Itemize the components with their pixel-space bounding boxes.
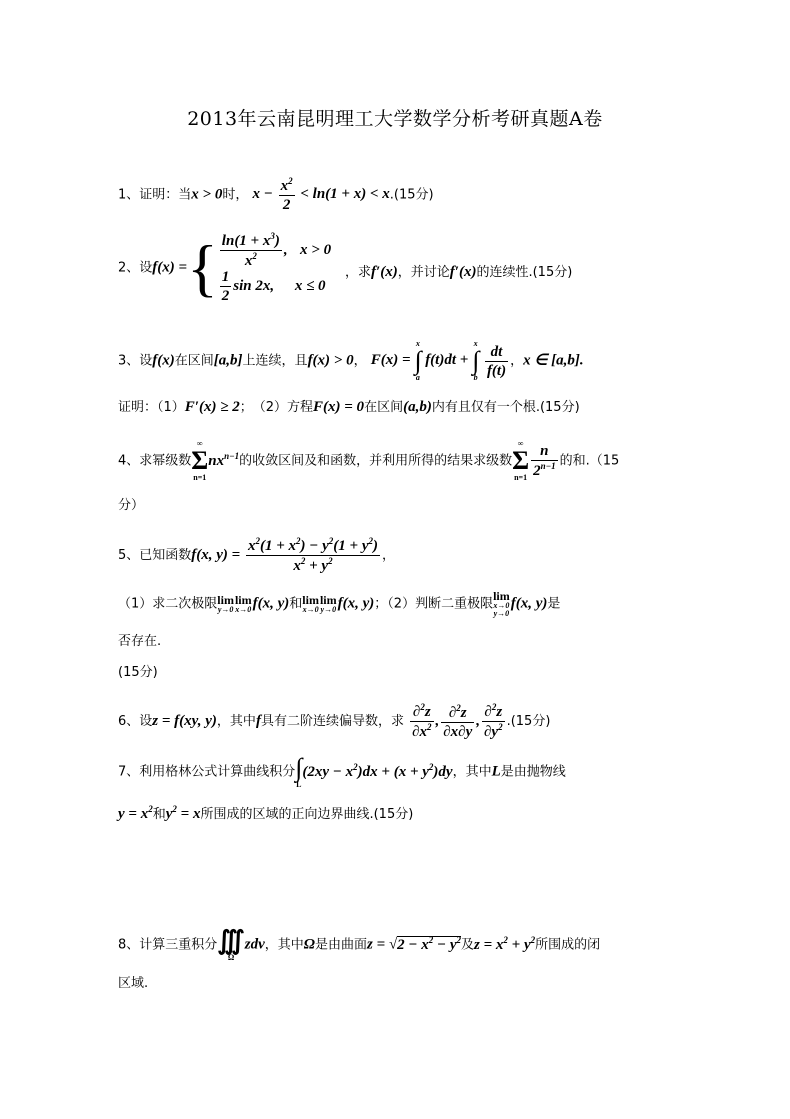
p1-formula: x − $\frac{x^2}{2}$ < ln(1 + x) < x [252,176,390,213]
problem-7-line2: $y = x^2$和$y^2 = x$所围成的区域的正向边界曲线.(15分) [118,804,414,822]
problem-8: 8、计算三重积分∭ Ω zdv，其中Ω是由曲面$z = √2 - x^2 - y^2$及$z = x^2 + y^2$所围成的闭 [118,926,601,962]
problem-8-line2: 区域. [118,976,149,991]
problem-5-line3: 否存在. [118,634,162,649]
problem-5-line4: (15分) [118,665,158,680]
problem-2: 2、设f(x) ={ $\frac{\ln(1 + x^3)}{x^2}$ , x > 0 $\frac{1}{2}$ sin 2x, x ≤ 0 [118,230,332,304]
problem-3: 3、设f(x)在区间[a,b]上连续，且f(x) > 0， F(x) = x ∫ a f(t)dt + x ∫ b $\frac{dt}{f(t)}$ ，x ∈ [a,b]. [118,339,584,382]
page-title: 2013年云南昆明理工大学数学分析考研真题A卷 [187,108,603,130]
problem-1: 1、证明：当x > 0时， x − $\frac{x^2}{2}$ < ln(1 + x) < x.(15分) [118,176,434,213]
problem-5-questions: （1）求二次极限 lim y→0 lim x→0 f(x, y)和 lim x→0 lim y→0 f(x, y)；（2）判断二重极限 lim x→0 y→0 f(x, y)是 [118,589,561,618]
problem-3-proof: 证明：（1）F′(x) ≥ 2； （2）方程F(x) = 0在区间(a,b)内有且仅有一个根.(15分) [118,399,580,415]
problem-2-tail: ，求f′(x)，并讨论f′(x)的连续性.(15分) [345,264,573,280]
problem-5: 5、已知函数f(x, y) = $\frac{x^2(1 + x^2) - y^2(1 + y^2)}{x^2 + y^2}$ ， [118,536,395,574]
piecewise-cases: $\frac{\ln(1 + x^3)}{x^2}$ , x > 0 $\frac{1}{2}$ sin 2x, x ≤ 0 [221,230,332,304]
problem-7: 7、利用格林公式计算曲线积分∫ L $(2xy - x^2)dx + (x + y^2)dy$，其中L是由抛物线 [118,753,566,789]
problem-6: 6、设z = f(xy, y)，其中f具有二阶连续偏导数，求 $\frac{\partial^2z}{\partial x^2}$ , $\frac{\partial^2z}{\partial x\partial y}$ , $\frac{\partial^2z}{\partial y^2}$ .(15分) [118,702,551,740]
problem-4: 4、求幂级数 ∞ Σ n=1 $nx^{n-1}$的收敛区间及和函数，并利用所得的结果求级数 ∞ Σ n=1 $\frac{n}{2^{n-1}}$ 的和.（15 [118,439,620,482]
problem-4-tail: 分） [118,498,145,513]
brace-icon: { [187,232,218,303]
